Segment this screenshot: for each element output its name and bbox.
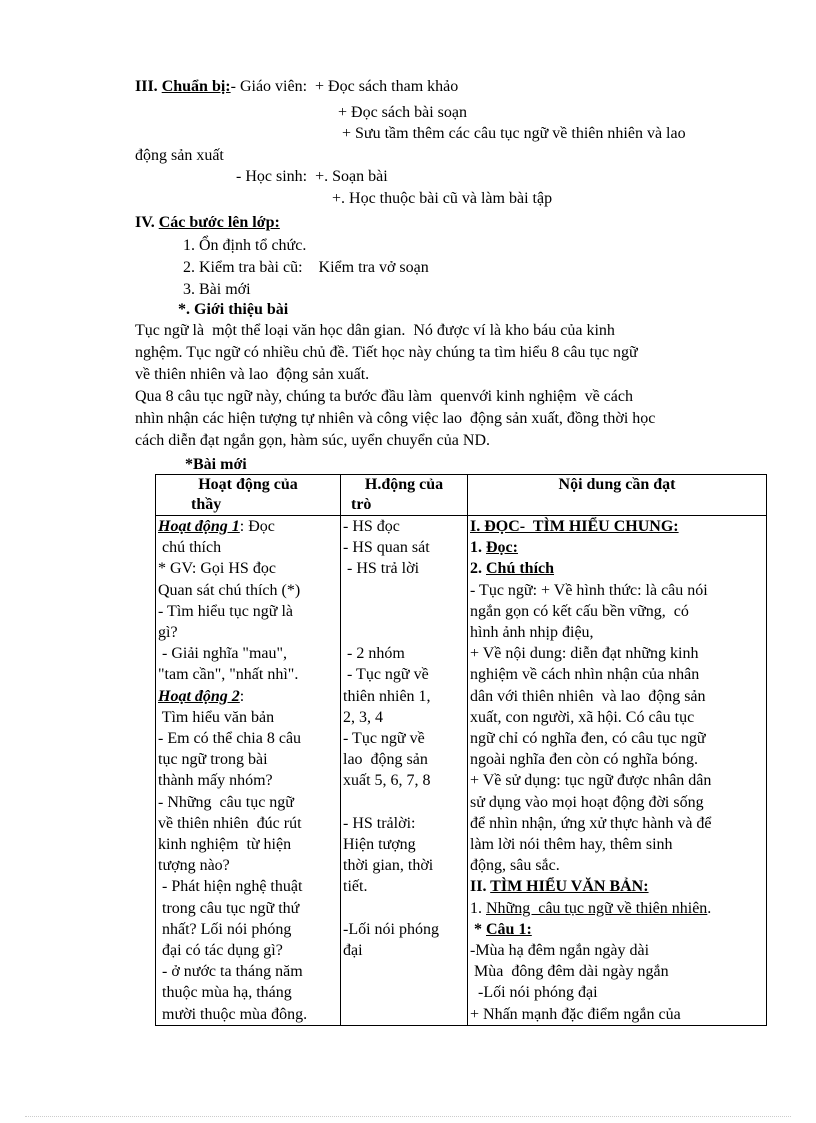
col3-line [470,707,764,728]
step-item: 3. Bài mới [183,281,251,298]
col1-line [158,982,338,1003]
steps-heading [135,213,280,233]
col3-line-text: Mùa đông đêm dài ngày ngắn [470,963,669,981]
prep-heading-num: III. [135,78,158,95]
col1-line-text: - Những câu tục ngữ [158,793,294,811]
col3-line-text: hình ảnh nhịp điệu, [470,624,594,642]
col3-line-prefix: 1. [470,899,486,917]
col2-line: - HS quan sát [343,539,430,557]
col1-line-text: Hoạt động 1 [158,518,240,535]
col2-line: - Tục ngữ về [343,730,425,748]
col1-line [158,686,338,707]
col2-line: thời gian, thời [343,857,434,875]
col3-line [470,537,764,558]
col1-line-text: thuộc mùa hạ, tháng [158,984,292,1002]
col3-line [470,982,764,1003]
col1-line-text: về thiên nhiên đúc rút [158,814,302,832]
col3-line [470,1004,764,1025]
teacher-item: + Đọc sách tham khảo [315,78,459,95]
col3-line [470,601,764,622]
col1-line [158,919,338,940]
col1-line-text: tục ngữ trong bài [158,751,268,769]
header-teacher: Hoạt động của thầy [156,475,341,516]
col1-line-rest: : Đọc [239,518,275,535]
col1-line-text: tượng nào? [158,857,230,875]
col3-line-prefix: 2. [470,560,486,578]
student-line [236,167,388,187]
col1-line-text: - Giải nghĩa "mau", [158,645,288,663]
step-item: 1. Ổn định tổ chức. [183,237,307,254]
steps-heading-num: IV. [135,214,155,231]
col2-line: lao động sản [343,751,428,769]
col3-line-text: làm lời nói thêm hay, thêm sinh [470,836,673,854]
col2-line: - 2 nhóm [343,645,405,663]
col3-line-text: ngắn gọn có kết cấu bền vững, có [470,602,689,620]
col1-line [158,622,338,643]
new-lesson-title: *Bài mới [185,456,247,473]
col3-line-text: TÌM HIỂU VĂN BẢN: [490,878,649,896]
col2-line: - Tục ngữ về [343,666,429,684]
steps-heading-label: Các bước lên lớp: [158,214,280,231]
col1-line [158,876,338,897]
col1-line-text: "tam cần", "nhất nhì". [158,666,299,684]
col3-line-prefix: * [470,920,486,938]
col1-line [158,961,338,982]
col3-line-text: + Về sử dụng: tục ngữ được nhân dân [470,772,712,790]
col2-line: Hiện tượng [343,836,416,854]
intro-title: *. Giới thiệu bài [178,301,289,318]
col1-line-text: * GV: Gọi HS đọc [158,560,276,578]
col1-line-rest: : [239,687,245,705]
col3-line [470,770,764,791]
prep-heading [135,77,458,97]
col2-line: tiết. [343,878,368,896]
col3-line-text: sử dụng vào mọi hoạt động đời sống [470,793,704,811]
col3-line-text: Những câu tục ngữ về thiên nhiên [486,899,708,917]
col1-line [158,898,338,919]
col3-line-text: + Nhấn mạnh đặc điểm ngắn của [470,1005,681,1023]
col3-line-text: I. ĐỌC- TÌM HIỂU CHUNG: [470,518,679,535]
intro-line: về thiên nhiên và lao động sản xuất. [135,366,370,383]
col1-line-text: chú thích [158,539,222,557]
col3-line-text: dân với thiên nhiên và lao động sản [470,687,706,705]
col3-line [470,580,764,601]
col3-line-text: Chú thích [486,560,555,578]
col1-line-text: trong câu tục ngữ thứ [158,899,300,917]
col2-line: - HS trảlời: [343,814,416,832]
intro-line: nghệm. Tục ngữ có nhiều chủ đề. Tiết học này chúng ta tìm hiểu 8 câu tục ngữ [135,344,638,361]
col1-line [158,516,338,537]
table-header-row [156,475,767,516]
teacher-item-cont: động sản xuất [135,147,224,164]
col2-line: - HS đọc [343,518,400,535]
teacher-activity-cell [156,516,341,1026]
col3-line [470,919,764,940]
teacher-label: - Giáo viên: [230,78,308,95]
col1-line-text: mười thuộc mùa đông. [158,1005,308,1023]
col3-line [470,855,764,876]
intro-line: Tục ngữ là một thể loại văn học dân gian. Nó được ví là kho báu của kinh [135,322,615,339]
col1-line [158,855,338,876]
col1-line [158,813,338,834]
col1-line [158,749,338,770]
col1-line-text: - Tìm hiểu tục ngữ là [158,602,294,620]
col3-line-text: Câu 1: [486,920,532,938]
col3-line [470,876,764,897]
col1-line-text: - Em có thể chia 8 câu [158,730,302,748]
col2-line [343,580,465,601]
student-activity-cell [341,516,468,1026]
student-item: +. Học thuộc bài cũ và làm bài tập [332,190,553,207]
header-student: H.động của trò [341,475,468,516]
col3-line [470,643,764,664]
col1-line [158,664,338,685]
col2-line: thiên nhiên 1, [343,687,431,705]
col3-line-text: - Tục ngữ: + Về hình thức: là câu nói [470,581,708,599]
col3-line [470,813,764,834]
col1-line-text: - Phát hiện nghệ thuật [158,878,303,896]
col3-line-text: -Lối nói phóng đại [470,984,598,1002]
col1-line-text: thành mấy nhóm? [158,772,273,790]
col2-line: -Lối nói phóng [343,920,439,938]
intro-line: nhìn nhận các hiện tượng tự nhiên và công việc lao động sản xuất, đồng thời học [135,410,656,427]
col3-line [470,834,764,855]
col3-line [470,622,764,643]
col1-line-text: Hoạt động 2 [158,687,240,705]
prep-heading-label: Chuẩn bị: [161,78,231,95]
col3-line-rest: . [707,899,712,917]
col3-line-text: động, sâu sắc. [470,857,560,875]
intro-line: Qua 8 câu tục ngữ này, chúng ta bước đầu làm quenvới kinh nghiệm về cách [135,388,633,405]
col2-line [343,792,465,813]
col3-line-text: + Về nội dung: diễn đạt những kinh [470,645,699,663]
col3-line-text: -Mùa hạ đêm ngắn ngày dài [470,942,650,960]
col3-line [470,728,764,749]
col3-line-text: xuất, con người, xã hội. Có câu tục [470,708,695,726]
col3-line [470,792,764,813]
page-bottom-divider [25,1116,791,1117]
col2-line: xuất 5, 6, 7, 8 [343,772,431,790]
col3-line [470,940,764,961]
col3-line [470,664,764,685]
table-body-row [156,516,767,1026]
lesson-table [155,474,767,1026]
col3-line [470,898,764,919]
col3-line [470,961,764,982]
col1-line-text: nhất? Lối nói phóng [158,920,292,938]
col1-line [158,1004,338,1025]
col2-line: - HS trả lời [343,560,420,578]
header-content: Nội dung cần đạt [468,475,767,516]
col2-line: đại [343,942,363,960]
teacher-item: + Sưu tầm thêm các câu tục ngữ về thiên nhiên và lao [342,125,686,142]
col3-line-text: nghiệm về cách nhìn nhận của nhân [470,666,700,684]
col3-line [470,516,764,537]
col3-line-text: ngữ chỉ có nghĩa đen, có câu tục ngữ [470,730,706,748]
student-label: - Học sinh: [236,168,308,185]
teacher-item: + Đọc sách bài soạn [338,104,467,121]
col1-line [158,580,338,601]
col1-line [158,728,338,749]
col3-line [470,749,764,770]
step-item: 2. Kiểm tra bài cũ: Kiểm tra vở soạn [183,259,429,276]
student-item: +. Soạn bài [315,168,388,185]
col1-line-text: - ở nước ta tháng năm [158,963,303,981]
col1-line [158,834,338,855]
col1-line [158,601,338,622]
col1-line-text: Tìm hiểu văn bản [158,708,275,726]
col3-line [470,686,764,707]
col1-line [158,558,338,579]
col1-line [158,792,338,813]
col1-line [158,707,338,728]
col2-line [343,601,465,622]
col1-line [158,537,338,558]
col1-line [158,770,338,791]
col2-line: 2, 3, 4 [343,708,383,726]
col3-line [470,558,764,579]
col2-line [343,898,465,919]
col2-line [343,622,465,643]
col1-line-text: gì? [158,624,178,642]
content-cell [468,516,767,1026]
col3-line-text: để nhìn nhận, ứng xử thực hành và để [470,814,712,832]
col1-line [158,643,338,664]
col3-line-text: Đọc: [486,539,518,557]
intro-line: cách diễn đạt ngắn gọn, hàm súc, uyển chuyển của ND. [135,432,490,449]
col1-line-text: kinh nghiệm từ hiện [158,836,292,854]
col1-line [158,940,338,961]
col1-line-text: đại có tác dụng gì? [158,942,283,960]
col1-line-text: Quan sát chú thích (*) [158,581,301,599]
col3-line-prefix: II. [470,878,491,896]
col3-line-text: ngoài nghĩa đen còn có nghĩa bóng. [470,751,698,769]
col3-line-prefix: 1. [470,539,486,557]
